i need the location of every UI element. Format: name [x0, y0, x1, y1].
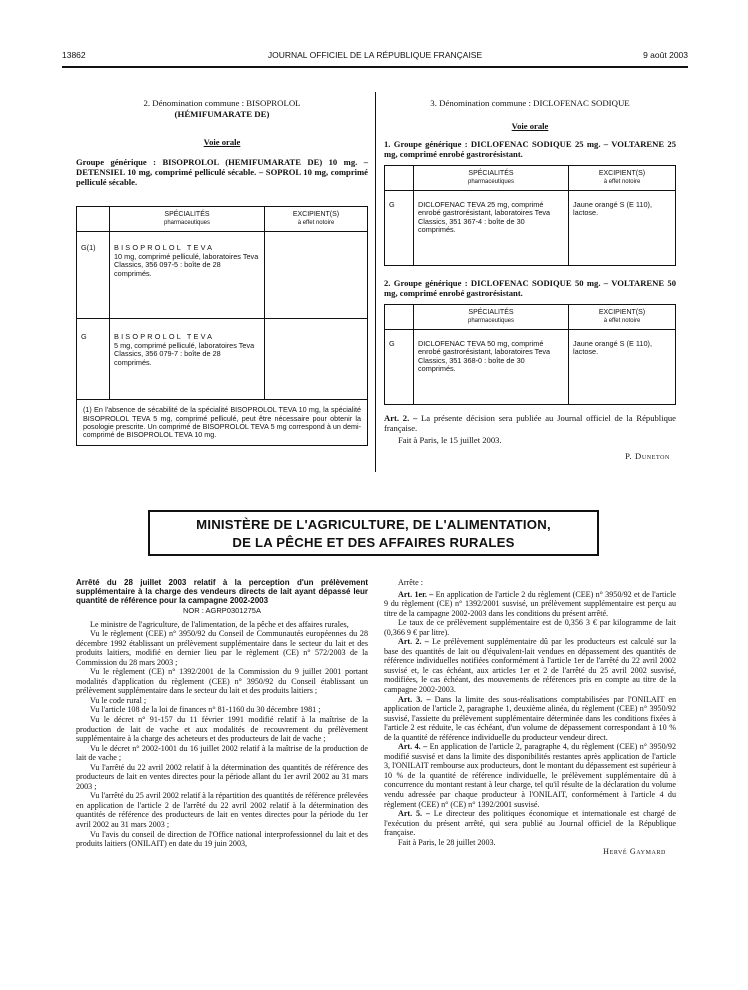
table-header-specialites: SPÉCIALITÉS pharmaceutiques [414, 165, 569, 190]
signature: Hervé Gaymard [603, 847, 666, 857]
table-footnote: (1) En l'absence de sécabilité de la spécialité BISOPROLOL TEVA 10 mg, la spécialité BISOPROLOL TEVA 5 mg, comprimé pelliculé, peut être nécessaire pour obtenir la posologie prescrite. Un comprimé de BISOPROLOL TEVA 5 mg correspond à un demi-comprimé de BISOPROLOL TEVA 10 mg. [77, 400, 368, 446]
table-header-specialites: SPÉCIALITÉS pharmaceutiques [110, 207, 265, 232]
table-row [385, 190, 676, 265]
table-header-excipients: EXCIPIENT(S) à effet notoire [265, 207, 368, 232]
row-code: G [385, 329, 414, 404]
paragraph: Le ministre de l'agriculture, de l'alimentation, de la pêche et des affaires rurales, [90, 619, 349, 629]
header-rule [62, 66, 688, 68]
denomination-line-2: (HÉMIFUMARATE DE) [174, 108, 270, 119]
row-excipient [265, 232, 368, 319]
voie-orale-heading: Voie orale [511, 120, 549, 131]
arrete-right-column [384, 578, 676, 857]
denomination-diclofenac: 3. Dénomination commune : DICLOFENAC SODIQUE [430, 98, 630, 108]
generic-group-50mg: 2. Groupe générique : DICLOFENAC SODIQUE 50 mg. – VOLTARENE 50 mg, comprimé enrobé gastrorésistant. [384, 277, 676, 298]
voie-orale-heading: Voie orale [203, 137, 241, 147]
left-top-column [76, 98, 368, 446]
ministry-banner [148, 510, 599, 556]
row-specialite: BISOPROLOL TEVA 10 mg, comprimé pelliculé, laboratoires Teva Classics, 356 097-5 : boîte de 28 comprimés. [110, 232, 265, 319]
arrete-left-column [76, 578, 368, 849]
bisoprolol-table [76, 206, 368, 446]
paragraph: Vu le code rural ; [90, 695, 147, 705]
table-note-row [77, 400, 368, 446]
paragraph: Vu le règlement (CE) n° 1392/2001 de la Commission du 9 juillet 2001 portant modalités d'application du règlement (CEE) n° 3950/92 du Conseil établissant un prélèvement supplémentaire dans le secteur du lait et des produits laitiers ; [76, 667, 368, 696]
table-row [385, 329, 676, 404]
article-2-decision: Art. 2. – La présente décision sera publiée au Journal officiel de la République française. [384, 412, 676, 434]
table-row [77, 319, 368, 400]
row-excipient [265, 319, 368, 400]
denomination-bisoprolol [76, 98, 368, 119]
generic-group-bisoprolol: Groupe générique : BISOPROLOL (HEMIFUMARATE DE) 10 mg. – DETENSIEL 10 mg, comprimé pelliculé sécable. – SOPROL 10 mg, comprimé pelliculé sécable. [76, 157, 368, 188]
nor-reference: NOR : AGRP0301275A [183, 606, 261, 615]
row-specialite: DICLOFENAC TEVA 25 mg, comprimé enrobé gastrorésistant, laboratoires Teva Classics, 351 367-4 : boîte de 30 comprimés. [414, 190, 569, 265]
row-excipient: Jaune orangé S (E 110), lactose. [569, 190, 676, 265]
page-header [62, 50, 688, 64]
article-1-taux: Le taux de ce prélèvement supplémentaire est de 0,356 3 € par kilogramme de lait (0,366 9 € par litre). [384, 618, 676, 637]
generic-group-25mg: 1. Groupe générique : DICLOFENAC SODIQUE 25 mg. – VOLTARENE 25 mg, comprimé enrobé gastrorésistant. [384, 138, 676, 159]
table-header-row [385, 165, 676, 190]
row-code: G(1) [77, 232, 110, 319]
article-3: Art. 3. – Dans la limite des sous-réalisations comptabilisées par l'ONILAIT en application de l'article 2, paragraphe 1, deuxième alinéa, du règlement (CEE) n° 3950/92 susvisé, l'assiette du prélèvement supplémentaire déterminée dans les conditions fixées à l'article 2 est réduite, le cas échéant, d'un volume de dépassement correspondant à 10 % de la quantité de référence individuelle du producteur vendeur direct. [384, 694, 677, 742]
row-excipient: Jaune orangé S (E 110), lactose. [569, 329, 676, 404]
paragraph: Vu le décret n° 91-157 du 11 février 1991 modifié relatif à la maîtrise de la production de lait de vache et aux modalités de recouvrement du prélèvement supplémentaire à la charge des acheteurs et des producteurs de lait de vache ; [76, 715, 368, 744]
paragraph: Vu le règlement (CEE) n° 3950/92 du Conseil de Communautés européennes du 28 décembre 1992 établissant un prélèvement supplémentaire dans le secteur du lait et des produits laitiers, modifié en dernier lieu par le règlement (CE) n° 572/2003 de la Commission du 28 mars 2003 ; [76, 629, 368, 667]
table-header-excipients: EXCIPIENT(S) à effet notoire [569, 165, 676, 190]
table-row [77, 232, 368, 319]
ministry-line-1: MINISTÈRE DE L'AGRICULTURE, DE L'ALIMENTATION, [196, 517, 551, 532]
row-code: G [385, 190, 414, 265]
column-divider-top [375, 92, 376, 472]
page-number: 13862 [62, 50, 86, 60]
paragraph: Vu l'arrêté du 22 avril 2002 relatif à la détermination des quantités de référence des producteurs de lait en ventes directes pour la période allant du 1er avril 2002 au 31 mars 2003 ; [76, 762, 368, 791]
fait-a-paris: Fait à Paris, le 28 juillet 2003. [398, 837, 496, 847]
table-header-specialites: SPÉCIALITÉS pharmaceutiques [414, 304, 569, 329]
journal-title: JOURNAL OFFICIEL DE LA RÉPUBLIQUE FRANÇAISE [267, 50, 483, 60]
article-2: Art. 2. – Le prélèvement supplémentaire dû par les producteurs est calculé sur la base des quantités de lait ou d'équivalent-lait vendues en dépassement des quantités de référence individuelles notifiées conformément à l'article 1er de l'arrêté du 22 avril 2002 susvisé et, le cas échéant, aux articles 1er et 2 de l'arrêté du 25 avril 2002 susvisé, modifiées, le cas échéant, des mouvements de références pris en compte au titre de la campagne 2002-2003. [384, 637, 676, 695]
row-specialite: DICLOFENAC TEVA 50 mg, comprimé enrobé gastrorésistant, laboratoires Teva Classics, 351 368-0 : boîte de 30 comprimés. [414, 329, 569, 404]
paragraph: Vu le décret n° 2002-1001 du 16 juillet 2002 relatif à la maîtrise de la production de lait de vache ; [76, 743, 368, 763]
table-header-excipients: EXCIPIENT(S) à effet notoire [569, 304, 676, 329]
issue-date: 9 août 2003 [643, 50, 688, 60]
article-4: Art. 4. – En application de l'article 2, paragraphe 4, du règlement (CEE) n° 3950/92 modifié susvisé et dans la limite des disponibilités restantes après application de l'article 3, l'ONILAIT rembourse aux producteurs, dont le montant du dépassement est supérieur à 10 % de la quantité de référence individuelle, le prélèvement supplémentaire dû à concurrence du montant restant à leur charge, tel qu'il résulte de la déclaration du volume vendu adressée par chaque producteur à l'ONILAIT, conformément à l'article 4 du règlement (CEE) n° (CE) n° 1392/2001 susvisé. [384, 742, 676, 809]
diclofenac-50-table [384, 304, 676, 405]
table-header-code [77, 207, 110, 232]
paragraph: Vu l'article 108 de la loi de finances n° 81-1160 du 30 décembre 1981 ; [90, 705, 321, 715]
table-header-row [77, 207, 368, 232]
right-top-column [384, 98, 676, 461]
fait-a-paris: Fait à Paris, le 15 juillet 2003. [398, 435, 502, 446]
signature: P. Duneton [625, 451, 670, 462]
paragraph: Vu l'avis du conseil de direction de l'Office national interprofessionnel du lait et des produits laitiers (ONILAIT) en date du 19 juin 2003, [76, 829, 368, 849]
paragraph: Vu l'arrêté du 25 avril 2002 relatif à la répartition des quantités de référence prélevées en application de l'article 2 de l'arrêté du 22 avril 2002 relatif à la détermination des quantités de référence des producteurs de lait en ventes directes pour la période du 1er avril 2002 au 31 mars 2003 ; [76, 791, 368, 830]
diclofenac-25-table [384, 165, 676, 266]
row-specialite: BISOPROLOL TEVA 5 mg, comprimé pelliculé, laboratoires Teva Classics, 356 079-7 : boîte de 28 comprimés. [110, 319, 265, 400]
table-header-row [385, 304, 676, 329]
article-5: Art. 5. – Le directeur des politiques économique et internationale est chargé de l'exécution du présent arrêté, qui sera publié au Journal officiel de la République française. [384, 809, 676, 838]
row-code: G [77, 319, 110, 400]
denomination-line-1: 2. Dénomination commune : BISOPROLOL [143, 98, 301, 108]
arrete-label: Arrête : [398, 578, 423, 587]
article-1: Art. 1er. – En application de l'article 2 du règlement (CEE) n° 3950/92 et de l'article 9 du règlement (CE) n° 1392/2001 susvisé, un prélèvement supplémentaire est perçu au titre de la campagne 2002-2003 dans les conditions du présent arrêté. [384, 589, 676, 618]
arrete-title: Arrêté du 28 juillet 2003 relatif à la perception d'un prélèvement supplémentaire à la charge des vendeurs directs de lait ayant dépassé leur quantité de référence pour la campagne 2002-2003 [76, 578, 368, 605]
ministry-line-2: DE LA PÊCHE ET DES AFFAIRES RURALES [232, 535, 515, 550]
